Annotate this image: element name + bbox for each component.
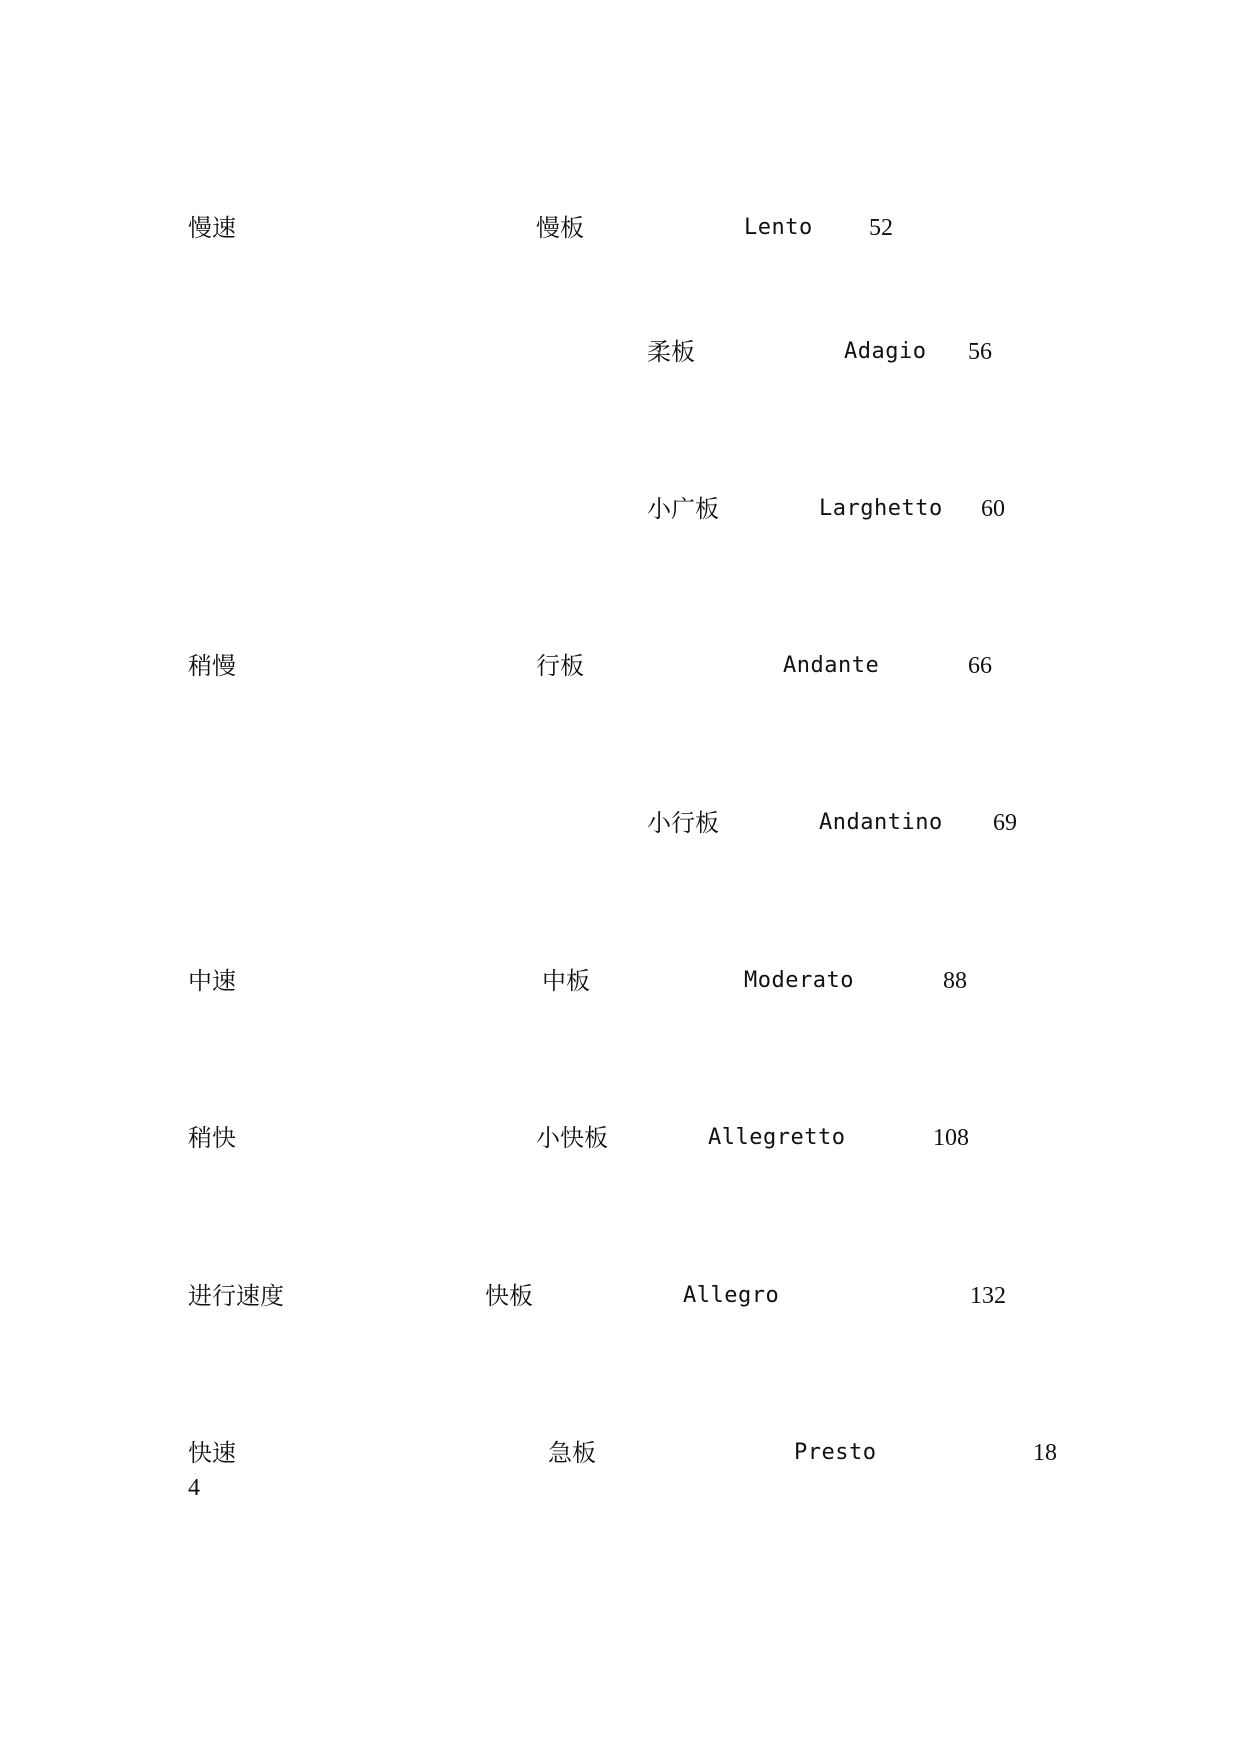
tempo-term-chinese: 急板 [548,1439,596,1467]
tempo-bpm: 108 [933,1125,969,1151]
tempo-term-italian: Lento [744,215,813,240]
tempo-category: 稍慢 [188,652,236,680]
tempo-term-italian: Presto [794,1440,877,1465]
tempo-bpm: 88 [943,968,967,994]
tempo-bpm: 60 [981,496,1005,522]
tempo-category: 进行速度 [188,1282,284,1310]
tempo-term-italian: Andantino [819,810,943,835]
tempo-bpm: 66 [968,653,992,679]
tempo-bpm: 18 [1033,1440,1057,1466]
tempo-category: 慢速 [188,214,236,242]
tempo-term-chinese: 慢板 [536,214,584,242]
tempo-term-chinese: 行板 [536,652,584,680]
tempo-category: 稍快 [188,1124,236,1152]
tempo-term-chinese: 柔板 [647,338,695,366]
tempo-term-chinese: 小快板 [536,1124,608,1152]
tempo-term-italian: Allegro [683,1283,780,1308]
tempo-term-italian: Moderato [744,968,854,993]
tempo-category: 快速 [188,1439,236,1467]
tempo-term-italian: Allegretto [708,1125,846,1150]
tempo-term-chinese: 中板 [542,967,590,995]
tempo-bpm: 52 [869,215,893,241]
tempo-bpm: 69 [993,810,1017,836]
tempo-category: 中速 [188,967,236,995]
tempo-term-chinese: 小广板 [647,495,719,523]
tempo-term-chinese: 快板 [485,1282,533,1310]
tempo-term-italian: Larghetto [819,496,943,521]
tempo-bpm: 56 [968,339,992,365]
tempo-term-italian: Andante [783,653,880,678]
tempo-bpm-wrap: 4 [188,1475,200,1501]
tempo-term-chinese: 小行板 [647,809,719,837]
tempo-term-italian: Adagio [844,339,927,364]
tempo-bpm: 132 [970,1283,1006,1309]
